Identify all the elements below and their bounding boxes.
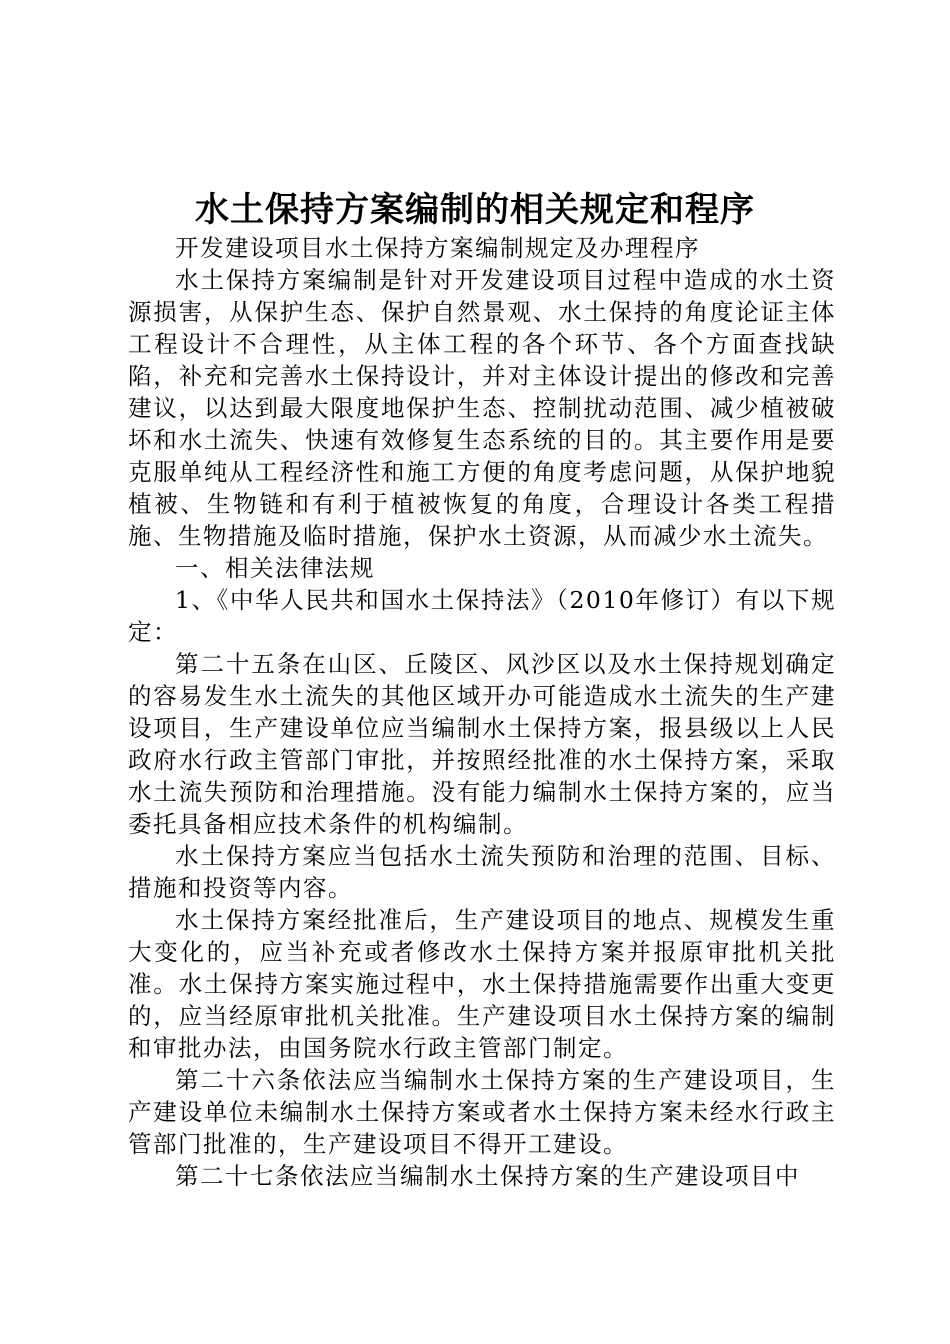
article-27-paragraph: 第二十七条依法应当编制水土保持方案的生产建设项目中 xyxy=(175,1162,800,1190)
plan-change-paragraph: 水土保持方案经批准后，生产建设项目的地点、规模发生重大变化的，应当补充或者修改水土保持方案并报原审批机关批准。水土保持方案实施过程中，水土保持措施需要作出重大变更的，应当经原审批机关批准。生产建设项目水土保持方案的编制和审批办法，由国务院水行政主管部门制定。 xyxy=(128,906,836,1062)
article-26-paragraph: 第二十六条依法应当编制水土保持方案的生产建设项目，生产建设单位未编制水土保持方案或者水土保持方案未经水行政主管部门批准的，生产建设项目不得开工建设。 xyxy=(128,1066,836,1158)
document-title: 水土保持方案编制的相关规定和程序 xyxy=(195,190,755,230)
article-25-paragraph: 第二十五条在山区、丘陵区、风沙区以及水土保持规划确定的容易发生水土流失的其他区域开办可能造成水土流失的生产建设项目，生产建设单位应当编制水土保持方案，报县级以上人民政府水行政主管部门审批，并按照经批准的水土保持方案，采取水土流失预防和治理措施。没有能力编制水土保持方案的，应当委托具备相应技术条件的机构编制。 xyxy=(128,650,836,838)
subtitle-paragraph: 开发建设项目水土保持方案编制规定及办理程序 xyxy=(175,234,700,262)
section-heading: 一、相关法律法规 xyxy=(175,554,375,582)
document-body xyxy=(128,232,836,1192)
intro-paragraph: 水土保持方案编制是针对开发建设项目过程中造成的水土资源损害，从保护生态、保护自然景观、水土保持的角度论证主体工程设计不合理性，从主体工程的各个环节、各个方面查找缺陷，补充和完善水土保持设计，并对主体设计提出的修改和完善建议，以达到最大限度地保护生态、控制扰动范围、减少植被破坏和水土流失、快速有效修复生态系统的目的。其主要作用是要克服单纯从工程经济性和施工方便的角度考虑问题，从保护地貌植被、生物链和有利于植被恢复的角度，合理设计各类工程措施、生物措施及临时措施，保护水土资源，从而减少水土流失。 xyxy=(128,266,836,550)
plan-content-paragraph: 水土保持方案应当包括水土流失预防和治理的范围、目标、措施和投资等内容。 xyxy=(128,842,836,902)
law-reference-paragraph: 1、《中华人民共和国水土保持法》（2010年修订）有以下规定： xyxy=(128,586,836,646)
